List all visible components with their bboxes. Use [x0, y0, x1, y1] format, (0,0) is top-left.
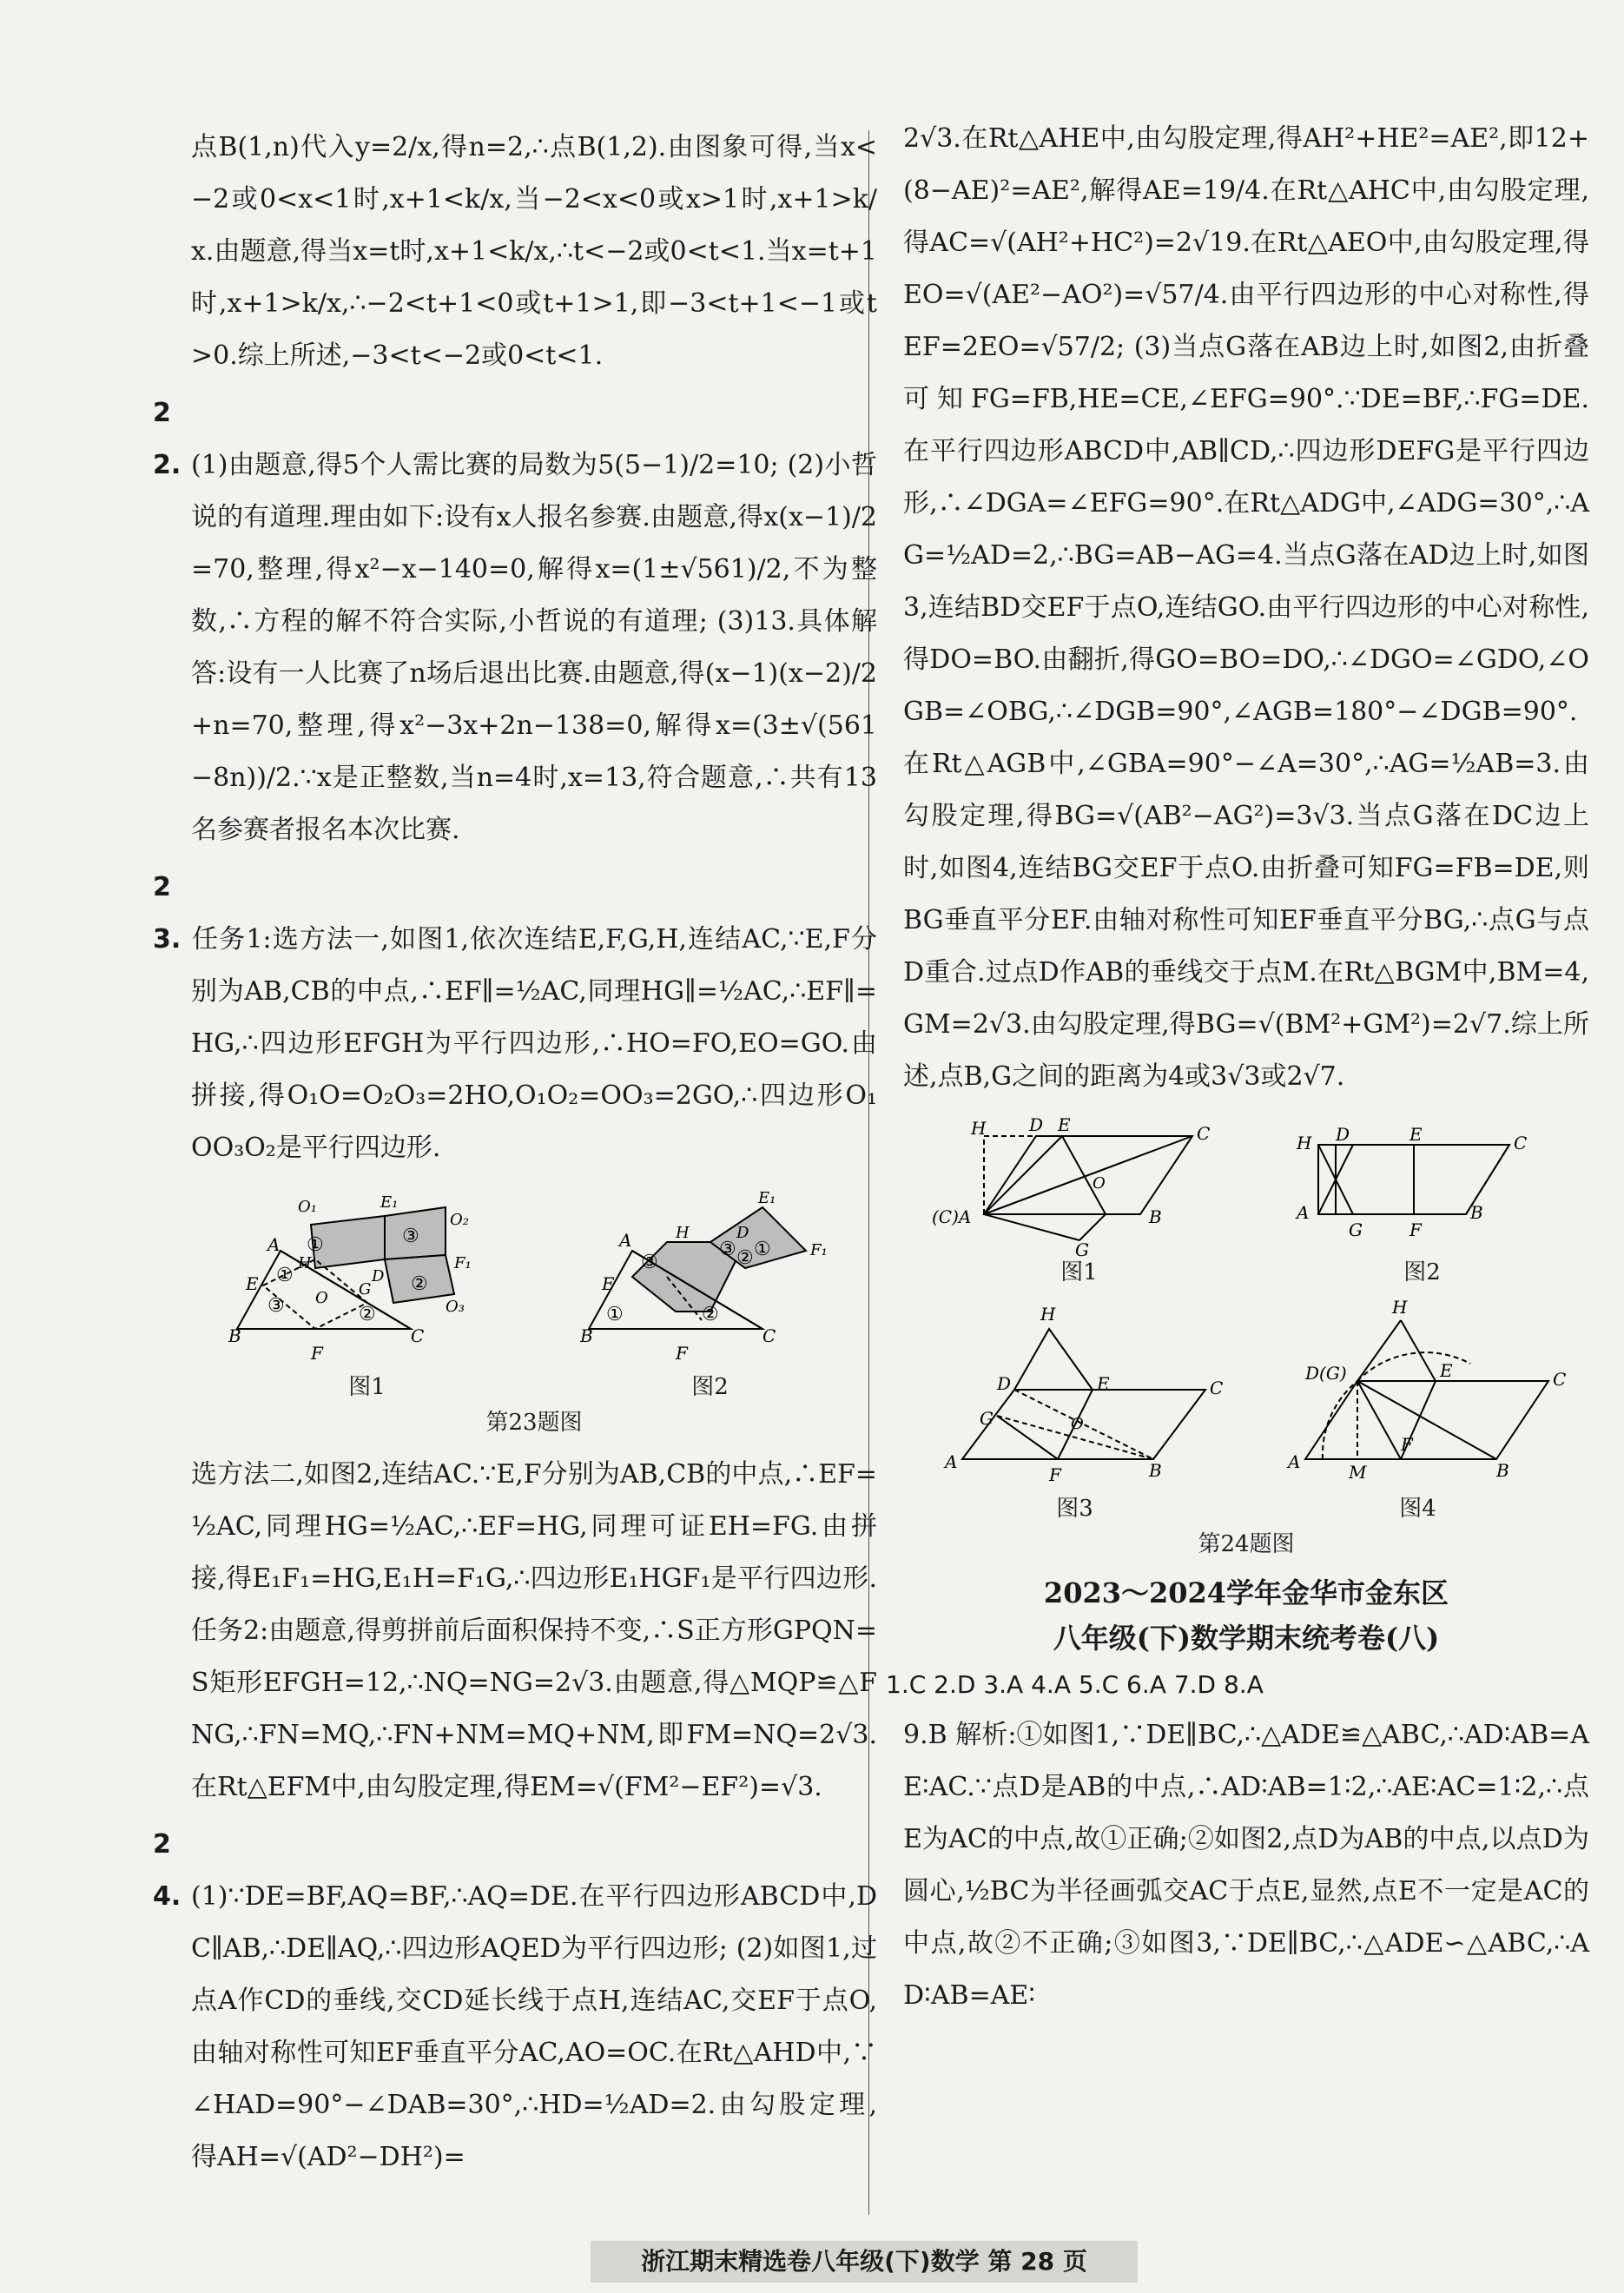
svg-text:D: D: [1028, 1114, 1043, 1135]
svg-text:D: D: [371, 1267, 384, 1285]
svg-text:C: C: [1209, 1378, 1223, 1398]
svg-text:A: A: [1296, 1202, 1309, 1223]
svg-text:B: B: [579, 1325, 593, 1346]
svg-text:F: F: [1400, 1434, 1413, 1455]
svg-text:H: H: [1296, 1133, 1311, 1153]
svg-text:D: D: [1335, 1124, 1350, 1145]
svg-text:O₂: O₂: [449, 1211, 469, 1229]
q24-continuation: 2√3.在Rt△AHE中,由勾股定理,得AH²+HE²=AE²,即12+(8−AE)²=AE²,解得AE=19/4.在Rt△AHC中,由勾股定理,得AC=√(AH²+HC²)=2√19.在Rt△AEO中,由勾股定理,得EO=√(AE²−AO²)=√57/4.由平行四边形的中心对称性,得EF=2EO=√57/2; (3)当点G落在AB边上时,如图2,由折叠可知FG=FB,HE=CE,∠EFG=90°.∵DE=BF,∴FG=DE.在平行四边形ABCD中,AB∥CD,∴四边形DEFG是平行四边形,∴∠DGA=∠EFG=90°.在Rt△ADG中,∠ADG=30°,∴AG=½AD=2,∴BG=AB−AG=4.当点G落在AD边上时,如图3,连结BD交EF于点O,连结GO.由平行四边形的中心对称性,得DO=BO.由翻折,得GO=BO=DO,∴∠DGO=∠GDO,∠OGB=∠OBG,∴∠DGB=90°,∠AGB=180°−∠DGB=90°.在Rt△AGB中,∠GBA=90°−∠A=30°,∴AG=½AB=3.由勾股定理,得BG=√(AB²−AG²)=3√3.当点G落在DC边上时,如图4,连结BG交EF于点O.由折叠可知FG=FB=DE,则BG垂直平分EF.由轴对称性可知EF垂直平分BG,∴点G与点D重合.过点D作AB的垂线交于点M.在Rt△BGM中,BM=4,GM=2√3.由勾股定理,得BG=√(BM²+GM²)=2√7.综上所述,点B,G之间的距离为4或3√3或2√7.: [903, 123, 1589, 1092]
q24-figure-3-label: 图3: [1056, 1496, 1093, 1522]
q24-figure-1-label: 图1: [1060, 1259, 1098, 1285]
svg-text:A: A: [1287, 1451, 1300, 1472]
left-column: [153, 122, 877, 2189]
svg-text:①: ①: [306, 1234, 324, 1256]
q24-figure-1: [932, 1110, 1227, 1287]
svg-text:D: D: [996, 1373, 1011, 1394]
q23-answer-part2: 选方法二,如图2,连结AC.∵E,F分别为AB,CB的中点,∴EF=½AC,同理HG=½AC,∴EF=HG,同理可证EH=FG.由拼接,得E₁F₁=HG,E₁H=F₁G,∴四边形E₁HGF₁是平行四边形.任务2:由题意,得剪拼前后面积保持不变,∴S正方形GPQN=S矩形EFGH=12,∴NQ=NG=2√3.由题意,得△MQP≌△FNG,∴FN=MQ,∴FN+NM=MQ+NM,即FM=NQ=2√3.在Rt△EFM中,由勾股定理,得EM=√(FM²−EF²)=√3.: [191, 1459, 877, 1802]
right-column: [886, 113, 1589, 2027]
q24-figure-4-label: 图4: [1399, 1496, 1436, 1522]
svg-text:F: F: [1048, 1464, 1061, 1485]
svg-text:F: F: [310, 1343, 323, 1364]
q23-figure-1-diagram: [228, 1181, 506, 1372]
svg-text:H: H: [970, 1118, 986, 1139]
svg-text:E: E: [1096, 1373, 1110, 1394]
svg-text:②: ②: [701, 1304, 719, 1325]
q24-figure-3: [928, 1294, 1223, 1523]
q23-figure-2-diagram: [580, 1181, 841, 1372]
svg-text:③: ③: [718, 1239, 736, 1260]
exam-title-line-1: 2023～2024学年金华市金东区: [1043, 1576, 1449, 1609]
svg-text:E₁: E₁: [380, 1193, 398, 1212]
svg-text:O₃: O₃: [445, 1298, 465, 1316]
svg-text:E: E: [245, 1273, 259, 1294]
svg-text:O: O: [314, 1289, 328, 1307]
q23-number: 23.: [153, 872, 182, 955]
svg-text:B: B: [1148, 1460, 1162, 1481]
svg-text:③: ③: [640, 1252, 658, 1273]
q23-figure-2: [580, 1181, 841, 1402]
q24-answer: [153, 1819, 877, 2184]
q24-figure-4-diagram: [1271, 1294, 1566, 1494]
q23-figure-1: [228, 1181, 506, 1402]
svg-text:A: A: [944, 1451, 957, 1472]
q24-figure-2-label: 图2: [1403, 1259, 1441, 1285]
svg-text:D: D: [736, 1224, 749, 1242]
svg-text:H: H: [1040, 1304, 1055, 1325]
q23-answer-part1: [153, 862, 877, 1174]
q24-figure-1-diagram: [932, 1110, 1227, 1258]
svg-text:O₁: O₁: [297, 1198, 317, 1216]
q24-figure-title: 第24题图: [1198, 1531, 1295, 1557]
q22-answer: [153, 387, 877, 856]
svg-text:B: B: [228, 1325, 241, 1346]
svg-text:A: A: [618, 1230, 631, 1251]
svg-text:G: G: [358, 1280, 371, 1298]
svg-text:M: M: [1348, 1462, 1366, 1483]
q23-figure-1-label: 图1: [348, 1374, 386, 1400]
svg-text:D(G): D(G): [1304, 1363, 1347, 1384]
q24-figure-2-diagram: [1284, 1110, 1561, 1258]
svg-text:B: B: [1148, 1206, 1162, 1227]
svg-text:C: C: [1513, 1133, 1527, 1153]
svg-text:G: G: [1348, 1219, 1363, 1240]
q23-figure-2-label: 图2: [691, 1374, 729, 1400]
q9-answer: 9.B 解析:①如图1,∵DE∥BC,∴△ADE≌△ABC,∴AD∶AB=AE∶AC.∵点D是AB的中点,∴AD∶AB=1∶2,∴AE∶AC=1∶2,∴点E为AC的中点,故①正确;②如图2,点D为AB的中点,以点D为圆心,½BC为半径画弧交AC于点E,显然,点E不一定是AC的中点,故②不正确;③如图3,∵DE∥BC,∴△ADE∽△ABC,∴AD∶AB=AE∶: [903, 1720, 1589, 2011]
q24-figure-3-diagram: [928, 1294, 1223, 1494]
svg-text:③: ③: [267, 1295, 285, 1317]
svg-text:F₁: F₁: [809, 1241, 828, 1259]
svg-text:O: O: [1070, 1415, 1084, 1433]
svg-text:①: ①: [605, 1304, 624, 1325]
q22-text: (1)由题意,得5个人需比赛的局数为5(5−1)/2=10; (2)小哲说的有道理.理由如下:设有x人报名参赛.由题意,得x(x−1)/2=70,整理,得x²−x−140=0,解得x=(1±√561)/2,不为整数,∴方程的解不符合实际,小哲说的有道理; (3)13.具体解答:设有一人比赛了n场后退出比赛.由题意,得(x−1)(x−2)/2+n=70,整理,得x²−3x+2n−138=0,解得x=(3±√(561−8n))/2.∵x是正整数,当n=4时,x=13,符合题意,∴共有13名参赛者报名本次比赛.: [191, 450, 877, 845]
svg-text:②: ②: [410, 1273, 428, 1295]
svg-text:E: E: [1439, 1360, 1453, 1381]
svg-text:G: G: [979, 1408, 994, 1429]
q21-continuation: 点B(1,n)代入y=2/x,得n=2,∴点B(1,2).由图象可得,当x<−2或0<x<1时,x+1<k/x,当−2<x<0或x>1时,x+1>k/x.由题意,得当x=t时,x+1<k/x,∴t<−2或0<t<1.当x=t+1时,x+1>k/x,∴−2<t+1<0或t+1>1,即−3<t+1<−1或t>0.综上所述,−3<t<−2或0<t<1.: [191, 132, 877, 371]
multiple-choice-answers: 1.C 2.D 3.A 4.A 5.C 6.A 7.D 8.A: [886, 1670, 1264, 1699]
svg-text:②: ②: [736, 1247, 754, 1269]
svg-text:C: C: [1552, 1369, 1566, 1390]
svg-text:(C)A: (C)A: [931, 1206, 971, 1227]
q23-figure-title: 第23题图: [485, 1410, 583, 1436]
exam-title-line-2: 八年级(下)数学期末统考卷(八): [1053, 1622, 1440, 1655]
svg-text:C: C: [1196, 1123, 1210, 1144]
q24-figures-bottom: [903, 1294, 1589, 1523]
q24-figure-4: [1271, 1294, 1566, 1523]
svg-text:B: B: [1495, 1460, 1509, 1481]
svg-text:H: H: [675, 1224, 690, 1242]
svg-text:H: H: [297, 1254, 312, 1272]
svg-text:①: ①: [275, 1265, 294, 1286]
svg-text:F₁: F₁: [453, 1254, 472, 1272]
svg-text:A: A: [267, 1234, 280, 1255]
svg-text:E₁: E₁: [757, 1189, 776, 1207]
svg-text:①: ①: [753, 1239, 771, 1260]
svg-text:O: O: [1092, 1174, 1106, 1193]
q24-figure-2: [1284, 1110, 1561, 1287]
svg-text:F: F: [1409, 1219, 1422, 1240]
svg-text:F: F: [675, 1343, 688, 1364]
q22-number: 22.: [153, 398, 182, 480]
q23-text-a: 任务1:选方法一,如图1,依次连结E,F,G,H,连结AC,∵E,F分别为AB,CB的中点,∴EF∥=½AC,同理HG∥=½AC,∴EF∥=HG,∴四边形EFGH为平行四边形,∴HO=FO,EO=GO.由拼接,得O₁O=O₂O₃=2HO,O₁O₂=OO₃=2GO,∴四边形O₁OO₃O₂是平行四边形.: [191, 924, 877, 1163]
q24-figures-top: [903, 1110, 1589, 1287]
svg-text:E: E: [1409, 1124, 1423, 1145]
page-footer: 浙江期末精选卷八年级(下)数学 第 28 页: [591, 2241, 1138, 2283]
svg-text:C: C: [762, 1325, 776, 1346]
q24-number: 24.: [153, 1829, 182, 1912]
svg-text:②: ②: [358, 1304, 376, 1325]
svg-text:C: C: [410, 1325, 424, 1346]
svg-text:E: E: [1057, 1114, 1071, 1135]
svg-text:③: ③: [401, 1226, 419, 1247]
q23-figures: [191, 1181, 877, 1402]
svg-text:H: H: [1391, 1297, 1407, 1318]
svg-text:B: B: [1469, 1202, 1483, 1223]
svg-text:E: E: [601, 1273, 615, 1294]
svg-text:G: G: [1074, 1239, 1089, 1258]
q24-text: (1)∵DE=BF,AQ=BF,∴AQ=DE.在平行四边形ABCD中,DC∥AB,∴DE∥AQ,∴四边形AQED为平行四边形; (2)如图1,过点A作CD的垂线,交CD延长线于点H,连结AC,交EF于点O,由轴对称性可知EF垂直平分AC,AO=OC.在Rt△AHD中,∵∠HAD=90°−∠DAB=30°,∴HD=½AD=2.由勾股定理,得AH=√(AD²−DH²)=: [191, 1881, 877, 2172]
